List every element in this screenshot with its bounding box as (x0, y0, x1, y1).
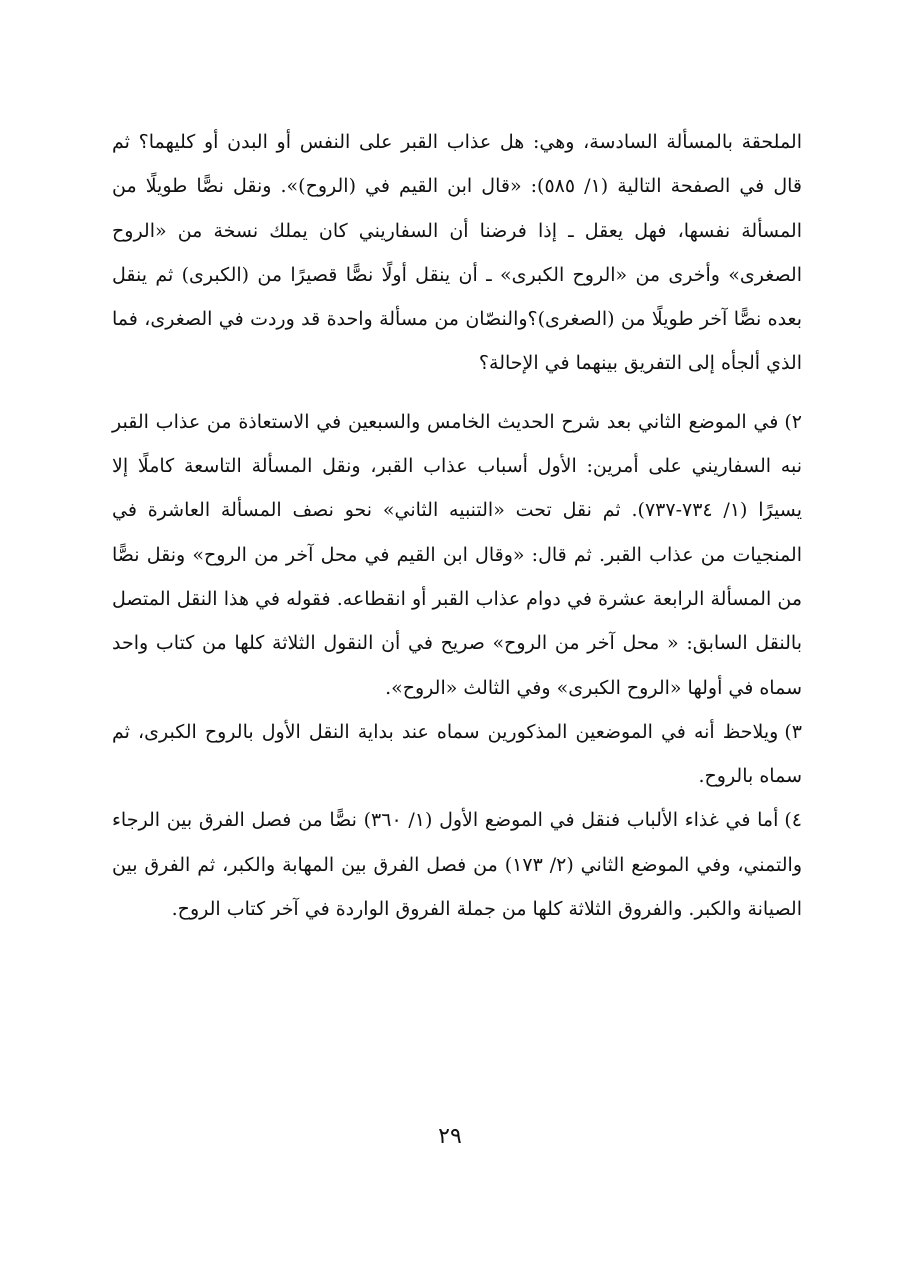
list-item (112, 400, 802, 710)
intro-paragraph: الملحقة بالمسألة السادسة، وهي: هل عذاب القبر على النفس أو البدن أو كليهما؟ ثم قال في الصفحة التالية (١/ ٥٨٥): «قال ابن القيم في (الروح)». ونقل نصًّا طويلًا من المسألة نفسها، فهل يعقل ـ إذا فرضنا أن السفاريني كان يملك نسخة من «الروح الصغرى» وأخرى من «الروح الكبرى» ـ أن ينقل أولًا نصًّا قصيرًا من (الكبرى) ثم ينقل بعده نصًّا آخر طويلًا من (الصغرى)؟والنصّان من مسألة واحدة قد وردت في الصغرى، فما الذي ألجأه إلى التفريق بينهما في الإحالة؟ (112, 131, 802, 375)
page-number: ٢٩ (438, 1124, 462, 1149)
item-number: ٤) (784, 809, 803, 832)
item-text: في الموضع الثاني بعد شرح الحديث الخامس والسبعين في الاستعاذة من عذاب القبر نبه السفاريني على أمرين: الأول أسباب عذاب القبر، ونقل المسألة التاسعة كاملًا إلا يسيرًا (١/ ٧٣٤-٧٣٧). ثم نقل تحت «التنبيه الثاني» نحو نصف المسألة العاشرة في المنجيات من عذاب القبر. ثم قال: «وقال ابن القيم في محل آخر من الروح» ونقل نصًّا من المسألة الرابعة عشرة في دوام عذاب القبر أو انقطاعه. فقوله في هذا النقل المتصل بالنقل السابق: « محل آخر من الروح» صريح في أن النقول الثلاثة كلها من كتاب واحد سماه في أولها «الروح الكبرى» وفي الثالث «الروح». (112, 410, 802, 699)
list-item (112, 798, 802, 931)
list-item (112, 710, 802, 799)
item-text: ويلاحظ أنه في الموضعين المذكورين سماه عند بداية النقل الأول بالروح الكبرى، ثم سماه بالروح. (112, 720, 802, 788)
item-number: ٣) (784, 720, 802, 743)
body-text (112, 120, 802, 931)
item-text: أما في غذاء الألباب فنقل في الموضع الأول (١/ ٣٦٠) نصًّا من فصل الفرق بين الرجاء والتمني، وفي الموضع الثاني (٢/ ١٧٣) من فصل الفرق بين المهابة والكبر، ثم الفرق بين الصيانة والكبر. والفروق الثلاثة كلها من جملة الفروق الواردة في آخر كتاب الروح. (112, 809, 803, 921)
item-number: ٢) (784, 410, 802, 433)
paragraph-spacer (112, 386, 802, 400)
